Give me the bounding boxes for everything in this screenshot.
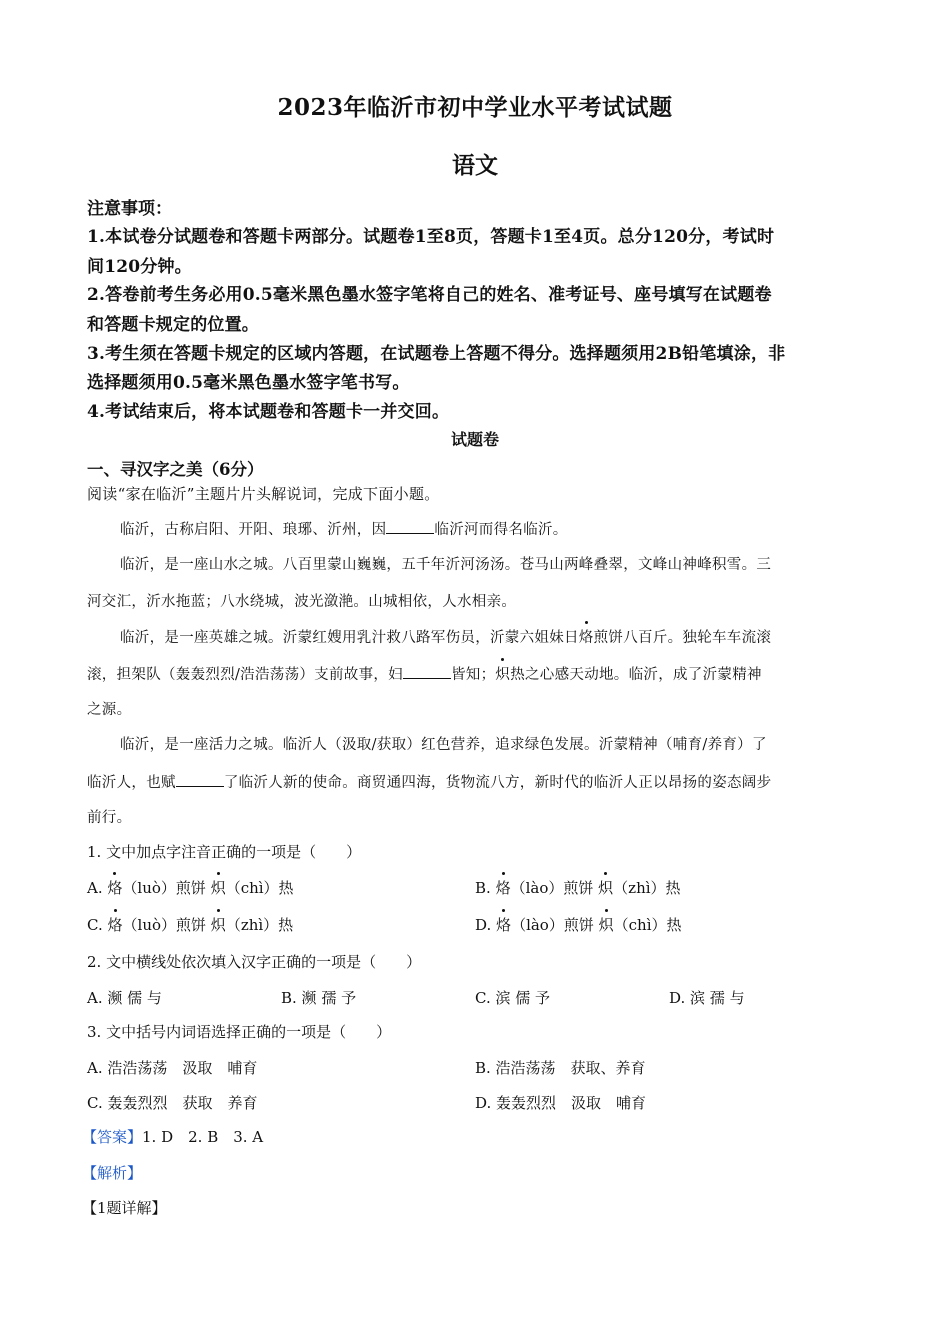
dotted-char: 炽 <box>598 916 614 934</box>
notice-line: 3.考生须在答题卡规定的区域内答题，在试题卷上答题不得分。选择题须用2B铅笔填涂，非 <box>87 344 786 364</box>
question-2-option-c[interactable]: C. 滨 儒 予 <box>475 989 551 1007</box>
option-text: （chì）热 <box>225 879 294 897</box>
question-3-option-c[interactable]: C. 轰轰烈烈 获取 养育 <box>87 1094 258 1112</box>
option-text: （zhì）热 <box>225 916 294 934</box>
option-text: （lào）煎饼 <box>511 916 594 934</box>
option-text: （chì）热 <box>613 916 682 934</box>
option-label: A. <box>87 879 103 897</box>
question-2-option-a[interactable]: A. 濒 儒 与 <box>87 989 162 1007</box>
question-1-option-d[interactable] <box>475 914 682 935</box>
question-3-option-b[interactable]: B. 浩浩荡荡 获取、养育 <box>475 1059 646 1077</box>
fill-blank <box>403 664 451 679</box>
answer-text: 1. D 2. B 3. A <box>142 1128 264 1146</box>
notice-line: 和答题卡规定的位置。 <box>87 315 259 335</box>
dotted-char: 烙 <box>107 916 123 934</box>
dotted-char: 炽 <box>210 916 226 934</box>
section-intro: 阅读“家在临沂”主题片片头解说词，完成下面小题。 <box>87 485 440 503</box>
dotted-char: 炽 <box>495 663 510 684</box>
question-1-stem: 1. 文中加点字注音正确的一项是（ ） <box>87 843 362 861</box>
option-text: （zhì）热 <box>613 879 681 897</box>
dotted-char: 烙 <box>107 879 123 897</box>
option-text: （lào）煎饼 <box>510 879 594 897</box>
option-text: （luò）煎饼 <box>122 916 207 934</box>
question-2-stem: 2. 文中横线处依次填入汉字正确的一项是（ ） <box>87 953 422 971</box>
notice-line: 间120分钟。 <box>87 257 192 277</box>
passage-text: 临沂，古称启阳、开阳、琅琊、沂州，因 <box>120 522 387 538</box>
question-2-option-b[interactable]: B. 濒 孺 予 <box>281 989 357 1007</box>
answer-line <box>82 1126 263 1147</box>
notice-line: 4.考试结束后，将本试题卷和答题卡一并交回。 <box>87 402 450 422</box>
passage-line <box>87 771 771 792</box>
dotted-char: 炽 <box>598 879 614 897</box>
question-1-option-b[interactable] <box>475 877 681 898</box>
dotted-char: 炽 <box>210 879 226 897</box>
fill-blank <box>386 519 434 534</box>
passage-text: 皆知； <box>450 667 496 683</box>
passage-line: 河交汇，沂水拖蓝；八水绕城，波光潋滟。山城相依，人水相亲。 <box>87 594 517 610</box>
notice-line: 选择题须用0.5毫米黑色墨水签字笔书写。 <box>87 373 410 393</box>
passage-text: 临沂人，也赋 <box>87 775 176 791</box>
passage-text: 煎饼八百斤。独轮车车流滚 <box>593 630 772 646</box>
section-heading: 一、寻汉字之美（6分） <box>87 460 264 479</box>
passage-line: 之源。 <box>87 702 132 718</box>
passage-text: 热之心感天动地。临沂，成了沂蒙精神 <box>510 667 762 683</box>
option-label: B. <box>475 879 491 897</box>
fill-blank <box>176 772 224 787</box>
answer-tag: 【答案】 <box>82 1128 143 1146</box>
question-1-option-c[interactable] <box>87 914 293 935</box>
dotted-char: 烙 <box>579 626 594 647</box>
question-1-option-a[interactable] <box>87 877 294 898</box>
dotted-char: 烙 <box>496 916 512 934</box>
notice-heading: 注意事项： <box>87 199 172 219</box>
passage-line: 前行。 <box>87 810 132 826</box>
detail-tag: 【1题详解】 <box>82 1199 167 1217</box>
passage-line: 临沂，是一座活力之城。临沂人（汲取/获取）红色营养，追求绿色发展。沂蒙精神（哺育/养育）了 <box>120 737 767 753</box>
dotted-char: 烙 <box>495 879 511 897</box>
passage-text: 滚，担架队（轰轰烈烈/浩浩荡荡）支前故事，妇 <box>87 667 403 683</box>
paper-heading: 试题卷 <box>450 430 499 449</box>
notice-line: 2.答卷前考生务必用0.5毫米黑色墨水签字笔将自己的姓名、准考证号、座号填写在试题卷 <box>87 285 772 305</box>
option-label: C. <box>87 916 103 934</box>
question-3-option-d[interactable]: D. 轰轰烈烈 汲取 哺育 <box>475 1094 647 1112</box>
subject-title: 语文 <box>452 152 498 179</box>
question-3-stem: 3. 文中括号内词语选择正确的一项是（ ） <box>87 1023 392 1041</box>
passage-text: 了临沂人新的使命。商贸通四海，货物流八方，新时代的临沂人正以昂扬的姿态阔步 <box>223 775 772 791</box>
option-label: D. <box>475 916 492 934</box>
analysis-tag: 【解析】 <box>82 1164 143 1182</box>
page-title: 2023年临沂市初中学业水平考试试题 <box>277 94 673 121</box>
question-2-option-d[interactable]: D. 滨 孺 与 <box>669 989 745 1007</box>
question-3-option-a[interactable]: A. 浩浩荡荡 汲取 哺育 <box>87 1059 258 1077</box>
notice-line: 1.本试卷分试题卷和答题卡两部分。试题卷1至8页，答题卡1至4页。总分120分，考试时 <box>87 227 775 247</box>
option-text: （luò）煎饼 <box>122 879 206 897</box>
passage-line: 临沂，是一座山水之城。八百里蒙山巍巍，五千年沂河汤汤。苍马山两峰叠翠，文峰山神峰积雪。三 <box>120 557 772 573</box>
passage-line <box>120 626 771 647</box>
passage-paragraph-1 <box>120 518 568 539</box>
passage-line <box>87 663 762 684</box>
passage-text: 临沂河而得名临沂。 <box>434 522 568 538</box>
passage-text: 临沂，是一座英雄之城。沂蒙红嫂用乳汁救八路军伤员，沂蒙六姐妹日 <box>120 630 579 646</box>
